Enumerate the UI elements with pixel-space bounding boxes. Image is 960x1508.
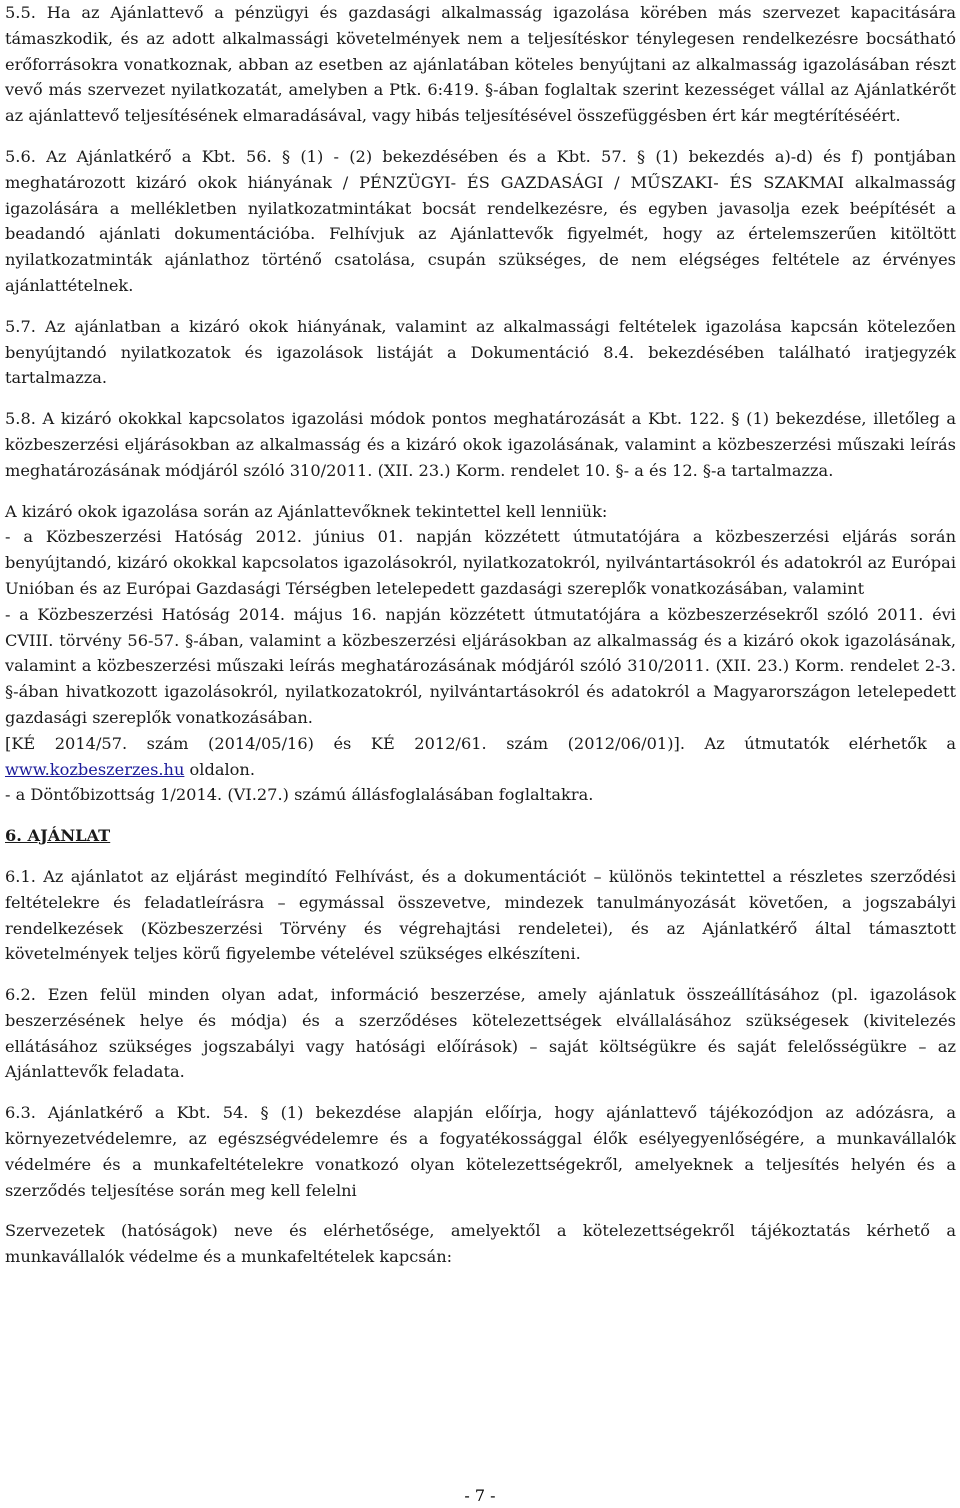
paragraph-6-1: 6.1. Az ajánlatot az eljárást megindító Felhívást, és a dokumentációt – különös tekintettel a részletes szerződési feltételekre és feladatleírásra – egymással összevetve, mindezek tanulmányozását követően, a jogszabályi rendelkezések (Közbeszerzési Törvény és végrehajtási rendeletei), és az Ajánlatkérő által támasztott követelmények teljes körű figyelembe vételével szükséges elkészíteni. (5, 866, 956, 964)
exclusion-item-2: - a Közbeszerzési Hatóság 2014. május 16. napján közzétett útmutatójára a közbeszerzésekről szóló 2011. évi CVIII. törvény 56-57. §-ában, valamint a közbeszerzési eljárásokban az alkalmasság és a kizáró okok igazolásának, valamint a közbeszerzési műszaki leírás meghatározásának módjáról szóló 310/2011. (XII. 23.) Korm. rendelet 2-3. §-ában hivatkozott igazolásokról, nyilatkozatokról, nyilvántartásokról és adatokról a Magyarországon letelepedett gazdasági szereplők vonatkozásában. (5, 604, 956, 727)
paragraph-6-2: 6.2. Ezen felül minden olyan adat, információ beszerzése, amely ajánlatuk összeállításához (pl. igazolások beszerzésének helye és módja) és a szerződéses kötelezettségek elvállalásához szükségesek (kivitelezés ellátásához szükséges jogszabályi vagy hatósági előírások) – saját költségükre és saját felelősségükre – az Ajánlattevők feladata. (5, 985, 956, 1082)
exclusion-item-1: - a Közbeszerzési Hatóság 2012. június 01. napján közzétett útmutatójára a közbeszerzési eljárás során benyújtandó, kizáró okokkal kapcsolatos igazolásokról, nyilatkozatokról, nyilvántartásokról és adatokról az Európai Unióban és az Európai Gazdasági Térségben letelepedett gazdasági szereplők vonatkozásában, valamint (5, 527, 956, 598)
paragraph-5-7: 5.7. Az ajánlatban a kizáró okok hiányának, valamint az alkalmassági feltételek igazolása kapcsán kötelezően benyújtandó nyilatkozatok és igazolások listáját a Dokumentáció 8.4. bekezdésében található iratjegyzék tartalmazza. (5, 316, 956, 388)
paragraph-5-8: 5.8. A kizáró okokkal kapcsolatos igazolási módok pontos meghatározását a Kbt. 122. § (1) bekezdése, illetőleg a közbeszerzési eljárásokban az alkalmasság és a kizáró okok igazolásának, valamint a közbeszerzési műszaki leírás meghatározásának módjáról szóló 310/2011. (XII. 23.) Korm. rendelet 10. §- a és 12. §-a tartalmazza. (5, 409, 956, 480)
paragraph-6-3: 6.3. Ajánlatkérő a Kbt. 54. § (1) bekezdése alapján előírja, hogy ajánlattevő tájékozódjon az adózásra, a környezetvédelemre, az egészségvédelemre és a fogyatékossággal élők esélyegyenlőségére, a munkavállalók védelmére és a munkafeltételekre vonatkozó olyan kötelezettségekről, amelyeknek a teljesítés helyén és a szerződés teljesítése során meg kell felelni (5, 1103, 956, 1200)
exclusion-reference (5, 731, 956, 783)
exclusion-reference-text: [KÉ 2014/57. szám (2014/05/16) és KÉ 2012/61. szám (2012/06/01)]. Az útmutatók elérhetők a (5, 733, 956, 753)
page-number: - 7 - (464, 1486, 496, 1505)
paragraph-5-5: 5.5. Ha az Ajánlattevő a pénzügyi és gazdasági alkalmasság igazolása körében más szervezet kapacitására támaszkodik, és az adott alkalmassági követelmények nem a teljesítéskor ténylegesen rendelkezésre bocsátható erőforrásokra vonatkoznak, abban az esetben az ajánlatában köteles benyújtani az alkalmasság igazolásában részt vevő más szervezet nyilatkozatát, amelyben a Ptk. 6:419. §-ában foglaltak szerint kezességet vállal az Ajánlatkérőt az ajánlattevő teljesítésének elmaradásával, vagy hibás teljesítésével összefüggésben ért kár megtérítéséért. (5, 3, 956, 126)
exclusion-reference-suffix: oldalon. (184, 759, 255, 779)
section-6-heading: 6. AJÁNLAT (5, 826, 111, 846)
exclusion-item-3: - a Döntőbizottság 1/2014. (VI.27.) számú állásfoglalásában foglaltakra. (5, 785, 594, 805)
paragraph-5-6: 5.6. Az Ajánlatkérő a Kbt. 56. § (1) - (2) bekezdésében és a Kbt. 57. § (1) bekezdés a)-d) és f) pontjában meghatározott kizáró okok hiányának / PÉNZÜGYI- ÉS GAZDASÁGI / MŰSZAKI- ÉS SZAKMAI alkalmasság igazolására a mellékletben nyilatkozatmintákat bocsát rendelkezésre, és egyben javasolja ezek beépítését a beadandó ajánlati dokumentációba. Felhívjuk az Ajánlattevők figyelmét, hogy az értelemszerűen kitöltött nyilatkozatminták ajánlathoz történő csatolása, csupán szükséges, de nem elégséges feltétele az érvényes ajánlattételnek. (5, 146, 956, 295)
kozbeszerzes-link[interactable]: www.kozbeszerzes.hu (5, 759, 185, 779)
exclusion-intro: A kizáró okok igazolása során az Ajánlattevőknek tekintettel kell lenniük: (5, 501, 608, 521)
organizations-paragraph: Szervezetek (hatóságok) neve és elérhetősége, amelyektől a kötelezettségekről tájékoztatás kérhető a munkavállalók védelme és a munkafeltételek kapcsán: (5, 1221, 956, 1267)
